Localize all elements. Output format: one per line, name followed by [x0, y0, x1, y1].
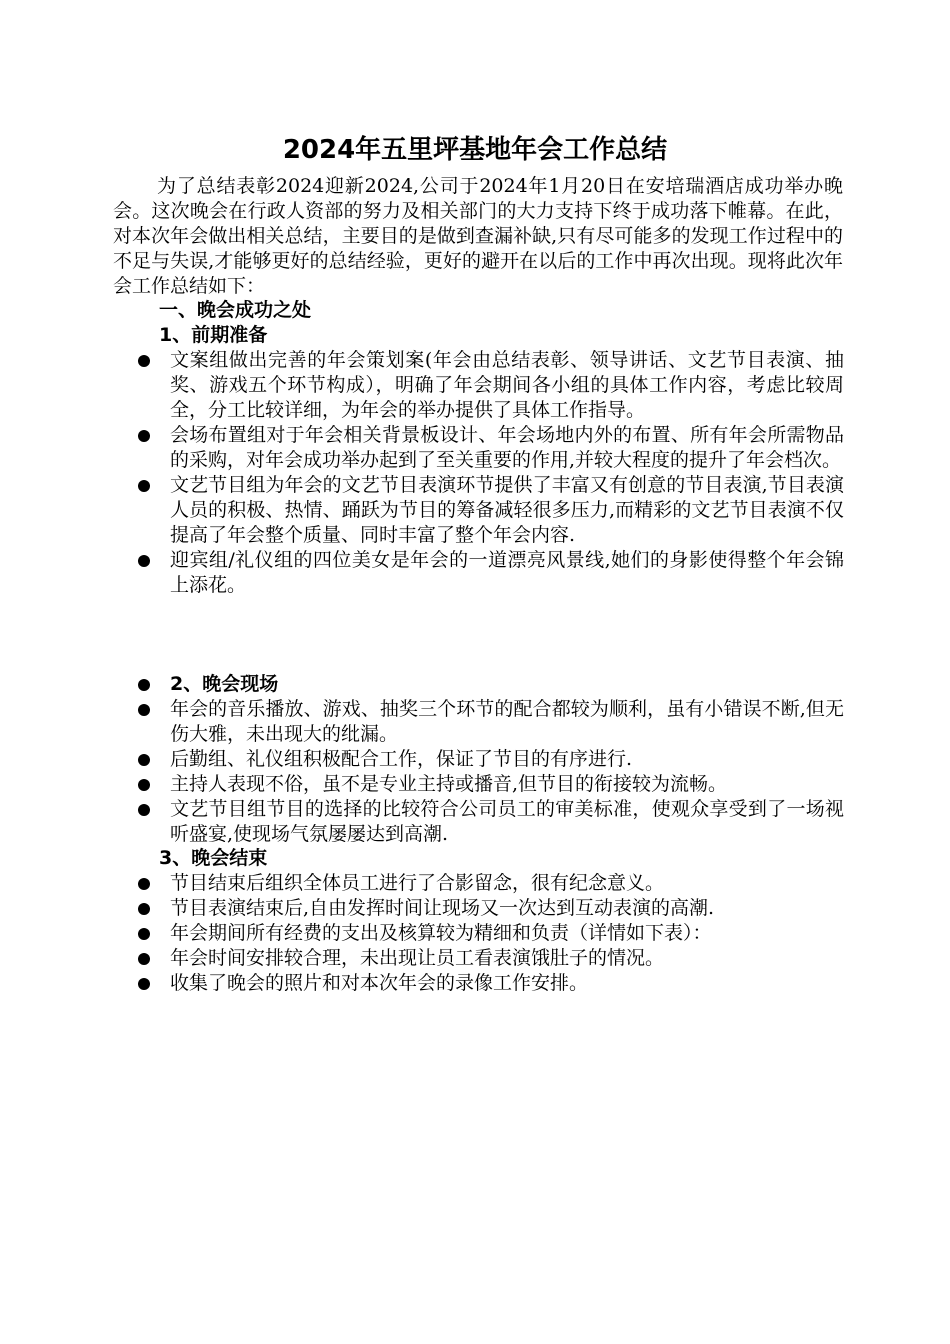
list-item: 主持人表现不俗，虽不是专业主持或播音,但节目的衔接较为流畅。: [136, 772, 844, 797]
bullet-icon: [138, 779, 150, 791]
bullet-icon: [138, 878, 150, 890]
list-item: 文案组做出完善的年会策划案(年会由总结表彰、领导讲话、文艺节目表演、抽奖、游戏五个环节构成），明确了年会期间各小组的具体工作内容，考虑比较周全，分工比较详细，为年会的举办提供了具体工作指导。: [136, 348, 844, 423]
intro-paragraph: 为了总结表彰2024迎新2024,公司于2024年1月20日在安培瑞酒店成功举办晚会。这次晚会在行政人资部的努力及相关部门的大力支持下终于成功落下帷幕。在此，对本次年会做出相关总结，主要目的是做到查漏补缺,只有尽可能多的发现工作过程中的不足与失误,才能够更好的总结经验，更好的避开在以后的工作中再次出现。现将此次年会工作总结如下：: [113, 175, 843, 297]
live-list: [136, 697, 844, 847]
list-item: 节目表演结束后,自由发挥时间让现场又一次达到互动表演的高潮.: [136, 896, 844, 921]
bullet-icon: [138, 978, 150, 990]
preparation-list: [136, 348, 844, 598]
bullet-icon: [138, 903, 150, 915]
bullet-icon: [138, 430, 150, 442]
bullet-icon: [138, 754, 150, 766]
list-item: 年会时间安排较合理，未出现让员工看表演饿肚子的情况。: [136, 946, 844, 971]
bullet-icon: [138, 679, 150, 691]
list-item: 收集了晚会的照片和对本次年会的录像工作安排。: [136, 971, 844, 996]
list-item: 年会的音乐播放、游戏、抽奖三个环节的配合都较为顺利，虽有小错误不断,但无伤大雅，未出现大的纰漏。: [136, 697, 844, 747]
document-title: 2024年五里坪基地年会工作总结: [282, 135, 668, 165]
ending-list: [136, 871, 844, 996]
list-item: 节目结束后组织全体员工进行了合影留念，很有纪念意义。: [136, 871, 844, 896]
list-item: 后勤组、礼仪组积极配合工作，保证了节目的有序进行.: [136, 747, 844, 772]
list-item: 年会期间所有经费的支出及核算较为精细和负责（详情如下表）：: [136, 921, 844, 946]
subheading-ending: 3、晚会结束: [159, 847, 268, 869]
list-item: 会场布置组对于年会相关背景板设计、年会场地内外的布置、所有年会所需物品的采购，对年会成功举办起到了至关重要的作用,并较大程度的提升了年会档次。: [136, 423, 844, 473]
bullet-icon: [138, 355, 150, 367]
bullet-icon: [138, 953, 150, 965]
section-heading-success: 一、晚会成功之处: [159, 299, 312, 321]
bullet-icon: [138, 704, 150, 716]
list-item: 文艺节目组节目的选择的比较符合公司员工的审美标准，使观众享受到了一场视听盛宴,使现场气氛屡屡达到高潮.: [136, 797, 844, 847]
bullet-icon: [138, 804, 150, 816]
subheading-preparation: 1、前期准备: [159, 324, 268, 346]
bullet-icon: [138, 480, 150, 492]
bullet-icon: [138, 928, 150, 940]
bullet-icon: [138, 555, 150, 567]
list-item: 文艺节目组为年会的文艺节目表演环节提供了丰富又有创意的节目表演,节目表演人员的积极、热情、踊跃为节目的筹备减轻很多压力,而精彩的文艺节目表演不仅提高了年会整个质量、同时丰富了整个年会内容.: [136, 473, 844, 548]
subheading-live: 2、晚会现场: [136, 672, 278, 697]
list-item: 迎宾组/礼仪组的四位美女是年会的一道漂亮风景线,她们的身影使得整个年会锦上添花。: [136, 548, 844, 598]
